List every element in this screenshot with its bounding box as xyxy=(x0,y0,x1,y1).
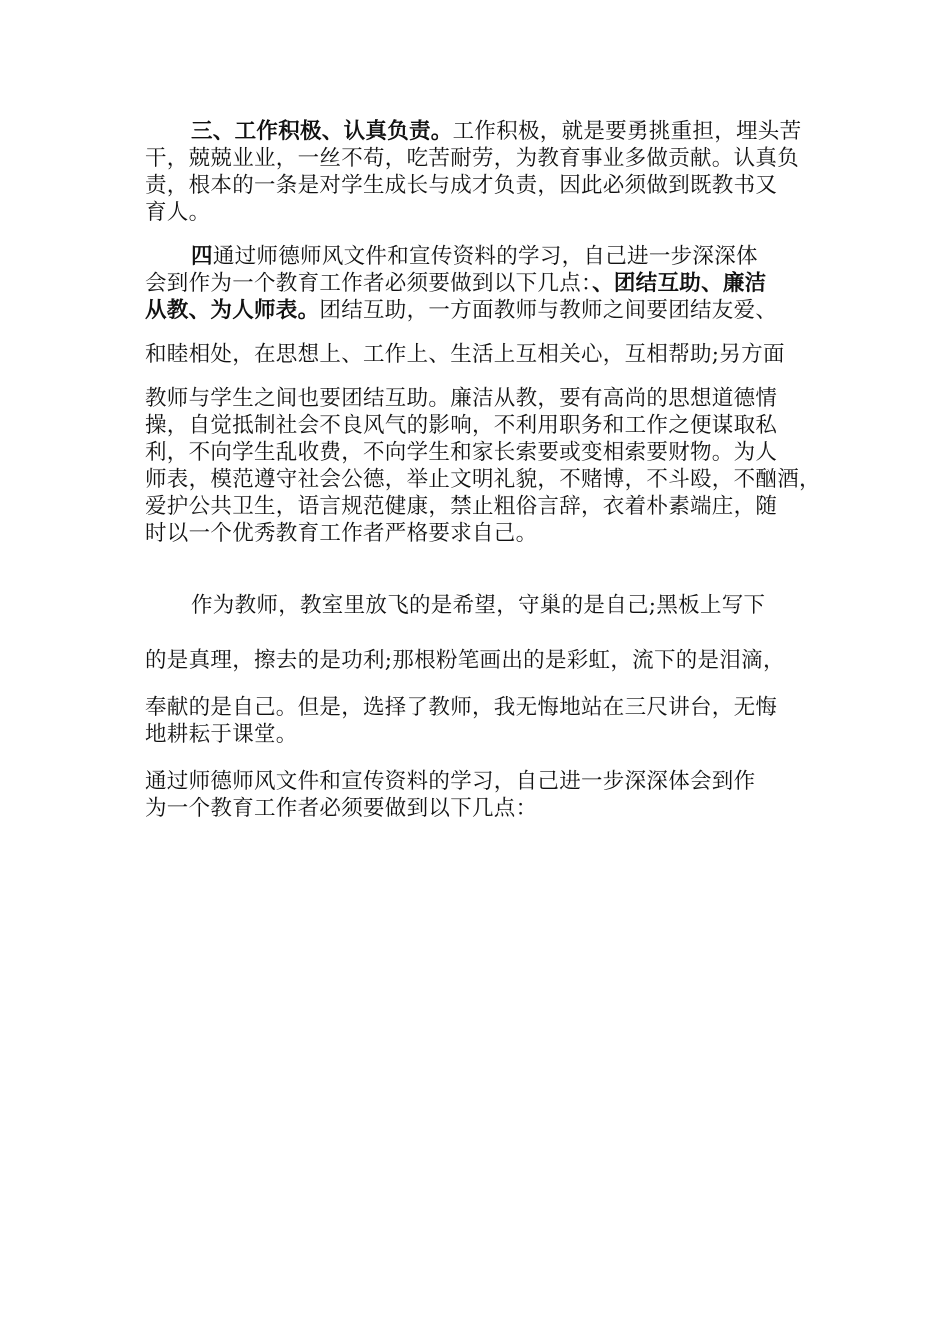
paragraph-line: 育人。 xyxy=(145,200,211,225)
paragraph-teacher-reflection xyxy=(145,592,810,748)
paragraph-line: 责，根本的一条是对学生成长与成才负责，因此必须做到既教书又 xyxy=(145,173,778,198)
bold-phrase: 从教、为人师表。 xyxy=(145,298,320,323)
paragraph-line: 操，自觉抵制社会不良风气的影响，不利用职务和工作之便谋取私 xyxy=(145,413,778,438)
paragraph-line: 的是真理，擦去的是功利;那根粉笔画出的是彩虹，流下的是泪滴， xyxy=(145,648,785,673)
paragraph-line: 地耕耘于课堂。 xyxy=(145,722,298,747)
section-heading: 四 xyxy=(191,244,213,269)
paragraph-line: 爱护公共卫生，语言规范健康，禁止粗俗言辞，衣着朴素端庄，随 xyxy=(145,494,778,519)
paragraph-line: 干，兢兢业业，一丝不苟，吃苦耐劳，为教育事业多做贡献。认真负 xyxy=(145,146,800,171)
paragraph-line: 教师与学生之间也要团结互助。廉洁从教，要有高尚的思想道德情 xyxy=(145,386,778,411)
paragraph-line: 作为教师，教室里放飞的是希望，守巢的是自己;黑板上写下 xyxy=(191,593,766,618)
paragraph-line: 师表，模范遵守社会公德，举止文明礼貌，不赌博，不斗殴，不酗酒， xyxy=(145,467,821,492)
paragraph-line: 为一个教育工作者必须要做到以下几点： xyxy=(145,796,538,821)
paragraph-line: 通过师德师风文件和宣传资料的学习，自己进一步深深体会到作 xyxy=(145,769,756,794)
paragraph-line: 四通过师德师风文件和宣传资料的学习，自己进一步深深体 xyxy=(191,244,758,269)
bold-phrase: 、团结互助、廉洁 xyxy=(592,271,767,296)
paragraph-line: 从教、为人师表。团结互助，一方面教师与教师之间要团结友爱、 xyxy=(145,298,778,323)
paragraph-ethics-points xyxy=(145,243,821,547)
paragraph-summary xyxy=(145,768,810,822)
paragraph-line: 会到作为一个教育工作者必须要做到以下几点：、团结互助、廉洁 xyxy=(145,271,767,296)
paragraph-line: 三、工作积极、认真负责。工作积极，就是要勇挑重担，埋头苦 xyxy=(191,119,802,144)
section-heading: 三、工作积极、认真负责。 xyxy=(191,119,453,144)
paragraph-line: 和睦相处，在思想上、工作上、生活上互相关心，互相帮助;另方面 xyxy=(145,342,785,367)
paragraph-work-attitude xyxy=(145,118,810,226)
paragraph-line: 时以一个优秀教育工作者严格要求自己。 xyxy=(145,521,538,546)
paragraph-line: 利，不向学生乱收费，不向学生和家长索要或变相索要财物。为人 xyxy=(145,440,778,465)
document-page xyxy=(145,118,821,822)
paragraph-line: 奉献的是自己。但是，选择了教师，我无悔地站在三尺讲台，无悔 xyxy=(145,695,778,720)
